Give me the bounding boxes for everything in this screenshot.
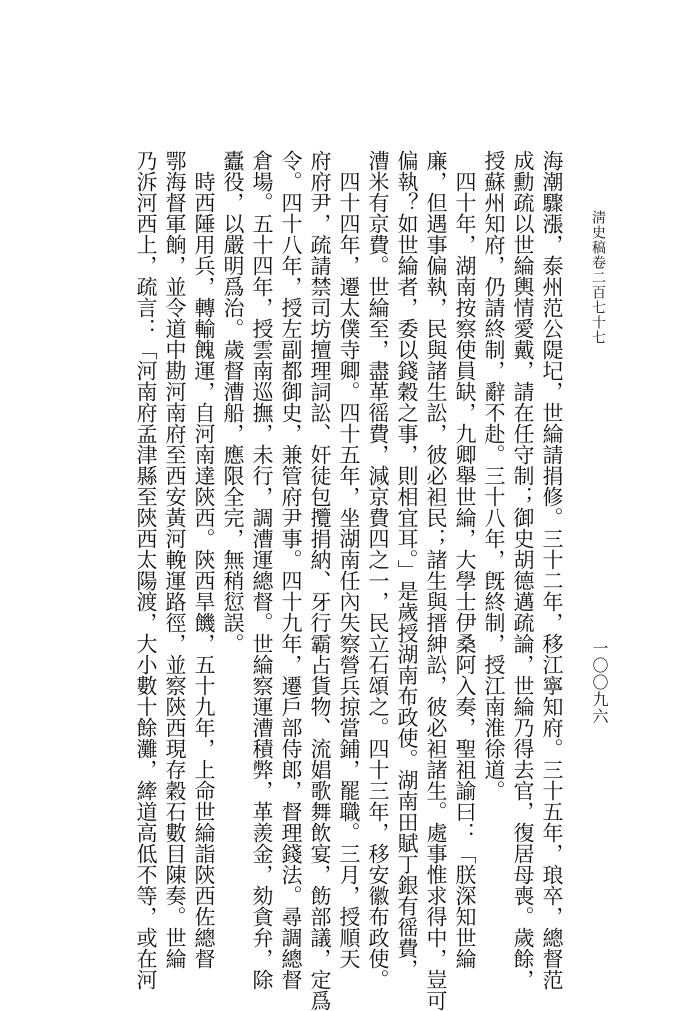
text-column-12: 蠹役，以嚴明爲治。歲督漕船，應限全完，無稍愆誤。 — [221, 150, 245, 654]
text-column-7: 漕米有京費。世綸至，盡革徭費，減京費四之一，民立石頌之。四十三年，移安徽布政使。 — [366, 150, 390, 990]
text-column-1: 海潮驟漲，泰州范公隄圮，世綸請捐修。三十二年，移江寧知府。三十五年，琅卒，總督范 — [540, 150, 564, 990]
running-header: 淸史稿卷二百七十七 — [590, 210, 606, 345]
text-column-6: 偏執？如世綸者，委以錢穀之事，則相宜耳。」是歲授湖南布政使。湖南田賦丁銀有徭費， — [395, 150, 419, 980]
text-column-3: 授蘇州知府，仍請終制，辭不赴。三十八年，旣終制，授江南淮徐道。 — [482, 150, 506, 801]
text-column-14: 鄂海督軍餉，並令道中勘河南府至西安黃河輓運路徑，並察陝西現存穀石數目陳奏。世綸 — [163, 150, 187, 969]
text-column-9: 府府尹，疏請禁司坊擅理詞訟、奸徒包攬捐納、牙行霸占貨物、流娼歌舞飲宴，飭部議，定爲 — [308, 150, 332, 1011]
text-column-4: 四十年，湖南按察使員缺，九卿舉世綸，大學士伊桑阿入奏，聖祖諭曰：「朕深知世綸 — [453, 150, 477, 969]
text-column-15: 乃泝河西上，疏言：「河南府孟津縣至陝西太陽渡，大小數十餘灘，縴道高低不等，或在河 — [134, 150, 158, 990]
text-column-2: 成勳疏以世綸輿情愛戴，請在任守制；御史胡德邁疏論，世綸乃得去官，復居母喪。歲餘， — [511, 150, 535, 990]
page-number: 一〇〇九六 — [590, 640, 609, 725]
text-column-13: 時西陲用兵，轉輸餽運，自河南達陝西。陝西旱饑，五十九年，上命世綸詣陝西佐總督 — [192, 150, 216, 969]
text-column-8: 四十四年，遷太僕寺卿。四十五年，坐湖南任內失察營兵掠當鋪，罷職。三月，授順天 — [337, 150, 361, 969]
text-column-10: 令。四十八年，授左副都御史，兼管府尹事。四十九年，遷戶部侍郎，督理錢法。尋調總督 — [279, 150, 303, 990]
text-column-5: 廉，但遇事偏執，民與諸生訟，彼必袒民；諸生與搢紳訟，彼必袒諸生。處事惟求得中，豈可 — [424, 150, 448, 1011]
text-column-11: 倉場。五十四年，授雲南巡撫，未行，調漕運總督。世綸察運漕積弊，革羨金，劾貪弁，除 — [250, 150, 274, 990]
